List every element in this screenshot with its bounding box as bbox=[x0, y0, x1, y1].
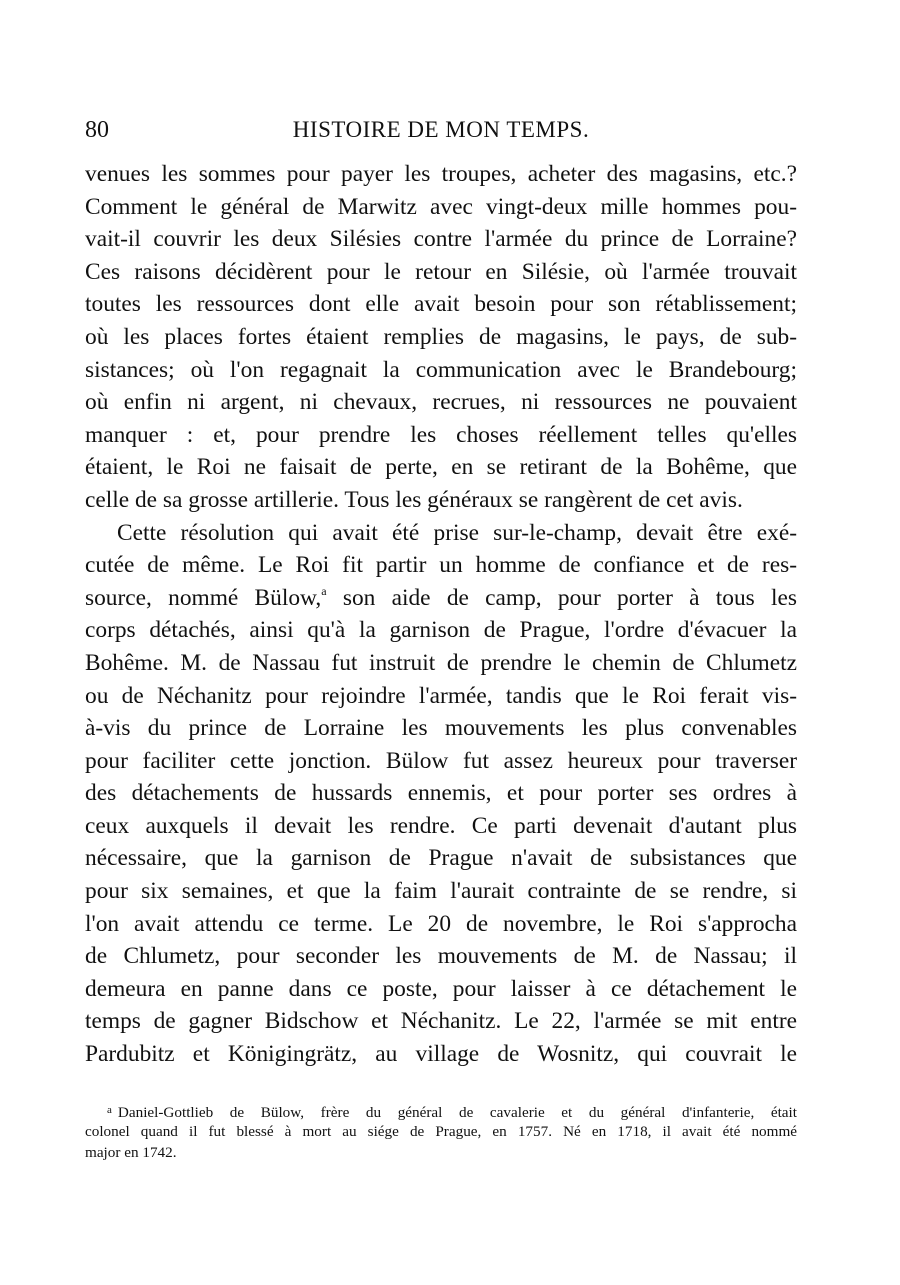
text-line: pour six semaines, et que la faim l'aurait contrainte de se rendre, si bbox=[85, 878, 797, 905]
text-line: sistances; où l'on regagnait la communication avec le Brandebourg; bbox=[85, 356, 797, 383]
text-line: Bohême. M. de Nassau fut instruit de prendre le chemin de Chlumetz bbox=[85, 649, 797, 676]
text-line: Pardubitz et Königingrätz, au village de Wosnitz, qui couvrait le bbox=[85, 1041, 797, 1068]
page-number: 80 bbox=[85, 117, 109, 143]
text-segment: source, nommé Bülow, bbox=[85, 584, 322, 611]
footnote-reference[interactable]: a bbox=[321, 583, 327, 598]
text-line: des détachements de hussards ennemis, et pour porter ses ordres à bbox=[85, 780, 797, 807]
text-line: pour faciliter cette jonction. Bülow fut assez heureux pour traverser bbox=[85, 747, 797, 774]
text-line: l'on avait attendu ce terme. Le 20 de novembre, le Roi s'approcha bbox=[85, 910, 797, 937]
text-line: de Chlumetz, pour seconder les mouvements de M. de Nassau; il bbox=[85, 943, 797, 970]
text-line: à-vis du prince de Lorraine les mouvements les plus convenables bbox=[85, 715, 797, 742]
text-line: Cette résolution qui avait été prise sur-le-champ, devait être exé- bbox=[117, 519, 797, 546]
text-line: manquer : et, pour prendre les choses réellement telles qu'elles bbox=[85, 421, 797, 448]
text-line: toutes les ressources dont elle avait besoin pour son rétablissement; bbox=[85, 291, 797, 318]
paragraph-2 bbox=[85, 517, 797, 1071]
text-line: Comment le général de Marwitz avec vingt-deux mille hommes pou- bbox=[85, 193, 797, 220]
paragraph-1 bbox=[85, 158, 797, 517]
footnote-marker: a bbox=[107, 1104, 112, 1116]
text-line: vait-il couvrir les deux Silésies contre l'armée du prince de Lorraine? bbox=[85, 226, 797, 253]
main-text bbox=[85, 158, 797, 1071]
text-line: Ces raisons décidèrent pour le retour en Silésie, où l'armée trouvait bbox=[85, 258, 797, 285]
footnote-line bbox=[85, 1100, 797, 1121]
footnote-line: major en 1742. bbox=[85, 1144, 177, 1161]
footnote-text: Daniel-Gottlieb de Bülow, frère du général de cavalerie et du général d'infanterie, était bbox=[117, 1104, 797, 1121]
text-line: étaient, le Roi ne faisait de perte, en se retirant de la Bohême, que bbox=[85, 454, 797, 481]
text-line: où les places fortes étaient remplies de magasins, le pays, de sub- bbox=[85, 323, 797, 350]
text-line: temps de gagner Bidschow et Néchanitz. Le 22, l'armée se mit entre bbox=[85, 1008, 797, 1035]
footnote bbox=[85, 1100, 797, 1163]
text-line: nécessaire, que la garnison de Prague n'avait de subsistances que bbox=[85, 845, 797, 872]
text-line: celle de sa grosse artillerie. Tous les généraux se rangèrent de cet avis. bbox=[85, 486, 743, 513]
text-line: où enfin ni argent, ni chevaux, recrues, ni ressources ne pouvaient bbox=[85, 389, 797, 416]
text-line: ceux auxquels il devait les rendre. Ce parti devenait d'autant plus bbox=[85, 812, 797, 839]
text-line: cutée de même. Le Roi fit partir un homme de confiance et de res- bbox=[85, 552, 797, 579]
running-title: HISTOIRE DE MON TEMPS. bbox=[292, 117, 590, 142]
text-line: corps détachés, ainsi qu'à la garnison de Prague, l'ordre d'évacuer la bbox=[85, 617, 797, 644]
footnote-line: colonel quand il fut blessé à mort au siége de Prague, en 1757. Né en 1718, il avait été nommé bbox=[85, 1123, 797, 1140]
text-line: venues les sommes pour payer les troupes, acheter des magasins, etc.? bbox=[85, 161, 797, 187]
text-line: demeura en panne dans ce poste, pour laisser à ce détachement le bbox=[85, 975, 797, 1002]
text-line: ou de Néchanitz pour rejoindre l'armée, tandis que le Roi ferait vis- bbox=[85, 682, 797, 709]
text-segment: son aide de camp, pour porter à tous les bbox=[326, 584, 797, 611]
running-header bbox=[85, 113, 797, 147]
text-line-with-footnote-ref bbox=[85, 582, 797, 615]
